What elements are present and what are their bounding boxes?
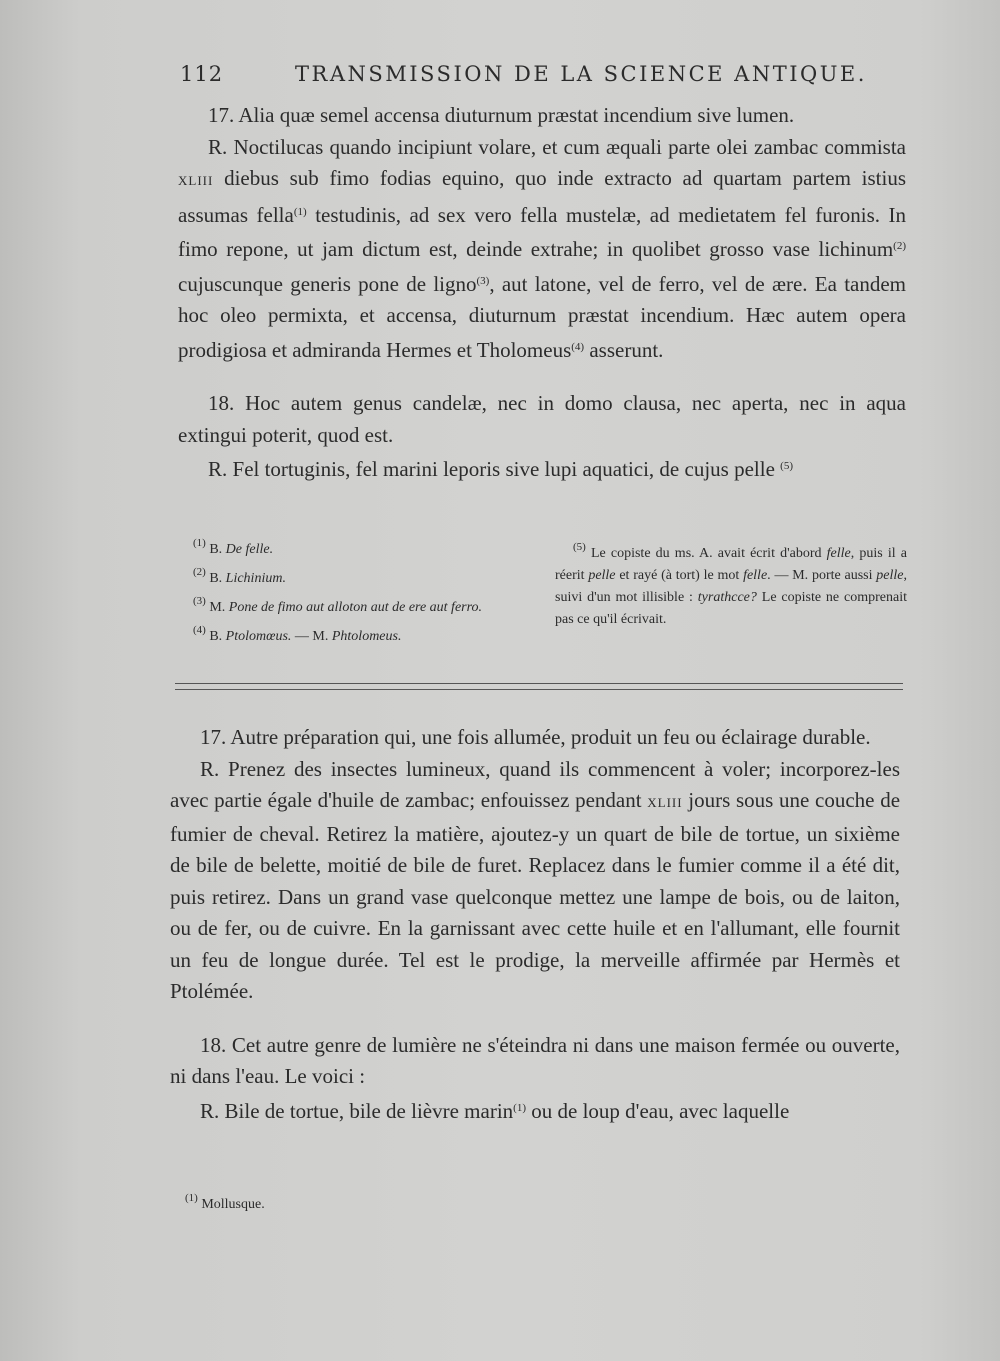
double-rule-divider <box>175 683 903 690</box>
footnote-ref: (1) <box>293 205 307 218</box>
footnotes-right-column <box>555 536 907 631</box>
french-17-question: 17. Autre préparation qui, une fois allumée, produit un feu ou éclairage durable. <box>200 725 871 749</box>
footnote-2: $^{(2)}$ B. Lichinium. <box>193 566 286 586</box>
footnotes-left-column <box>175 532 530 648</box>
footnote-ref: (3) <box>476 274 490 287</box>
french-18-question: 18. Cet autre genre de lumière ne s'éteindra ni dans une maison fermée ou ouverte, ni dans l'eau. Le voici : <box>170 1032 900 1088</box>
footnote-ref: (5) <box>780 460 793 472</box>
section-gap <box>178 366 906 388</box>
footnote-5: $^{(5)}$ Le copiste du ms. A. avait écrit d'abord felle, puis il a réerit pelle et rayé (à tort) le mot felle. — M. porte aussi pelle, suivi d'un mot illisible : tyrathcce? Le copiste ne comprenait pas ce qu'il écrivait. <box>555 541 908 627</box>
latin-17-question: 17. Alia quæ semel accensa diuturnum præstat incendium sive lumen. <box>208 103 795 127</box>
running-title: TRANSMISSION DE LA SCIENCE ANTIQUE. <box>295 62 867 86</box>
footnote-ref: (2) <box>893 240 906 252</box>
roman-numeral: XLIII <box>178 173 214 188</box>
latin-17-answer: R. Noctilucas quando incipiunt volare, et cum æquali parte olei zambac commista XLIII diebus sub fimo fodias equino, quo inde extracto ad quartam partem istius assumas fella$^{(1)}$ testudinis, ad sex vero fella mustelæ, ad medietatem fel furonis. In fimo repone, ut jam dictum est, deinde extrahe; in quolibet grosso vase lichinum$^{(2)}$ cujuscunque generis pone de ligno$^{(3)}$, aut latone, vel de ferro, vel de ære. Ea tandem hoc oleo permixta, et accensa, diuturnum præstat incendium. Hæc autem opera prodigiosa et admiranda Hermes et Tholomeus$^{(4)}$ asserunt. <box>178 134 907 362</box>
latin-18-answer: R. Fel tortuginis, fel marini leporis sive lupi aquatici, de cujus pelle $^{(5)}$ <box>208 457 793 481</box>
footnote-4: $^{(4)}$ B. Ptolomœus. — M. Phtolomeus. <box>193 624 402 644</box>
roman-numeral: XLIII <box>647 795 683 810</box>
latin-text <box>178 100 906 486</box>
footnote-ref: (1) <box>513 1101 526 1114</box>
french-footnote: $^{(1)}$ Mollusque. <box>185 1192 265 1212</box>
french-translation <box>170 722 900 1127</box>
page-number: 112 <box>180 62 224 86</box>
footnote-3: $^{(3)}$ M. Pone de fimo aut alloton aut de ere aut ferro. <box>193 595 483 615</box>
footnote-ref: (4) <box>571 340 585 353</box>
french-18-answer: R. Bile de tortue, bile de lièvre marin$^{(1)}$ ou de loup d'eau, avec laquelle <box>200 1098 790 1123</box>
section-gap <box>170 1008 900 1030</box>
footnote-1: $^{(1)}$ B. De felle. <box>193 537 274 557</box>
latin-footnotes <box>175 532 910 662</box>
french-17-answer: R. Prenez des insectes lumineux, quand ils commencent à voler; incorporez-les avec partie égale d'huile de zambac; enfouissez pendant XLIII jours sous une couche de fumier de cheval. Retirez la matière, ajoutez-y un quart de bile de tortue, un sixième de bile de belette, moitié de bile de furet. Replacez dans le fumier comme il a été dit, puis retirez. Dans un grand vase quelconque mettez une lampe de bois, ou de laiton, ou de fer, ou de cuivre. En la garnissant avec cette huile et en l'allumant, elle fournit un feu de longue durée. Tel est le prodige, la merveille affirmée par Hermès et Ptolémée. <box>170 756 901 1003</box>
latin-18-question: 18. Hoc autem genus candelæ, nec in domo clausa, nec aperta, nec in aqua extingui poterit, quod est. <box>178 391 906 447</box>
